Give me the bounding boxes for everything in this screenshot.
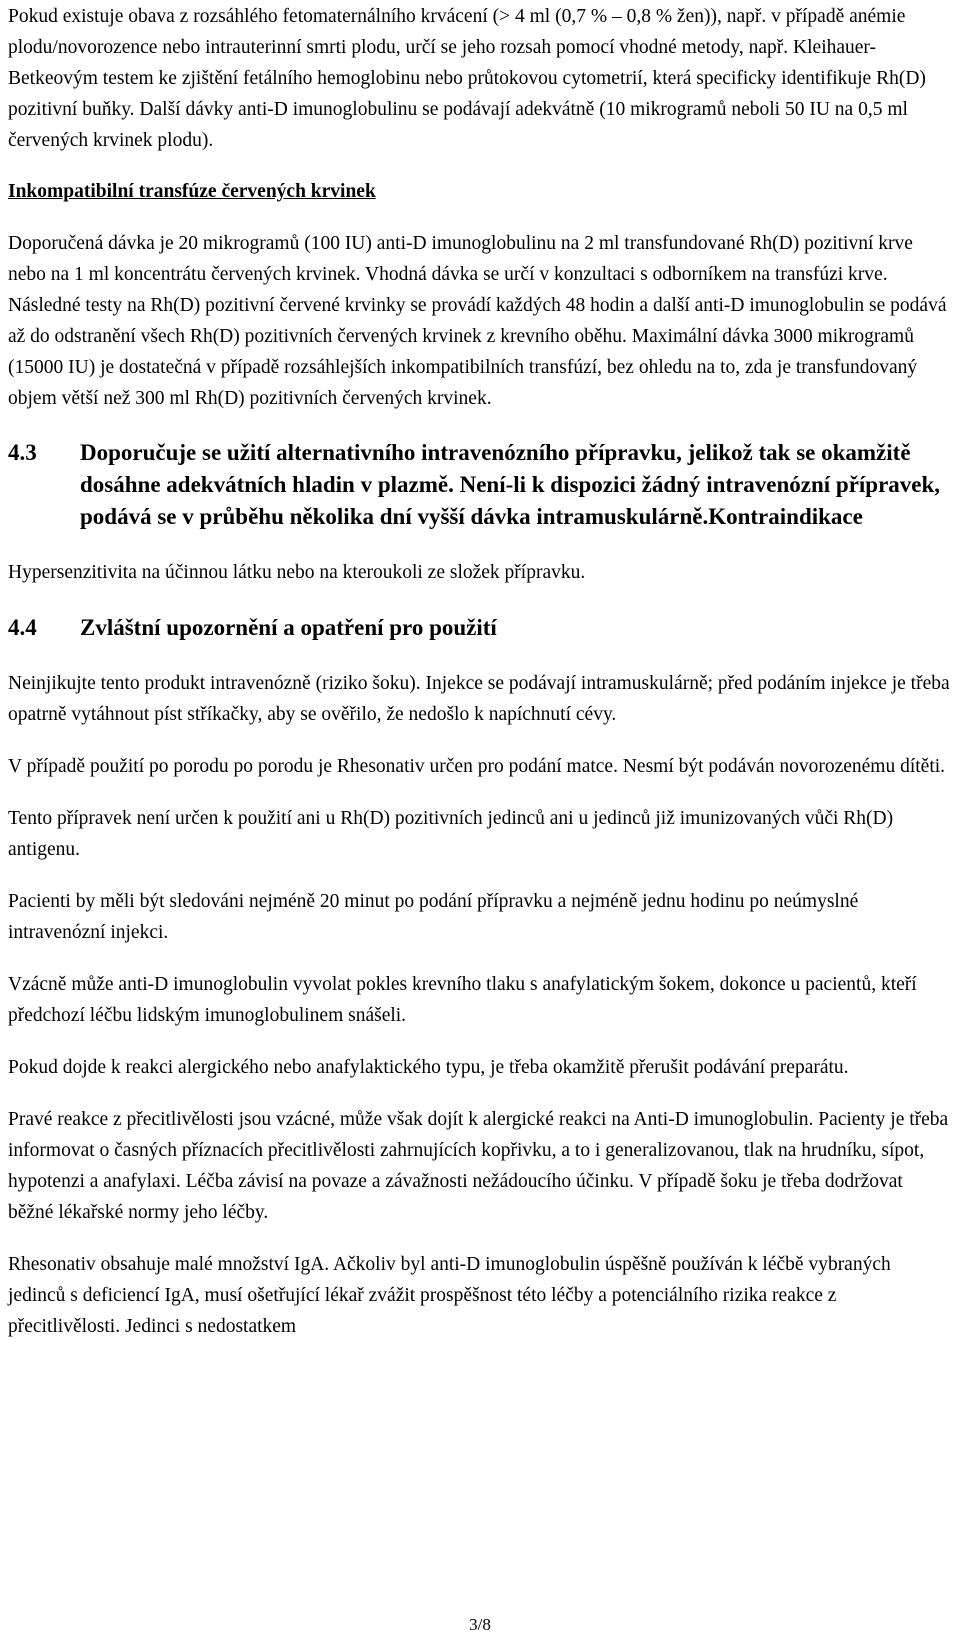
- section-number-4-3: 4.3: [8, 440, 37, 465]
- paragraph-warning-7: Pravé reakce z přecitlivělosti jsou vzácné, může však dojít k alergické reakci na Anti-D imunoglobulin. Pacienty je třeba informovat o časných příznacích přecitlivělosti zahrnujících kopřivku, a to i generalizovanou, tlak na hrudníku, sípot, hypotenzi a anafylaxi. Léčba závisí na povaze a závažnosti nežádoucího účinku. V případě šoku je třeba dodržovat běžné lékařské normy jeho léčby.: [8, 1109, 949, 1223]
- paragraph-warning-1: Neinjikujte tento produkt intravenózně (riziko šoku). Injekce se podávají intramuskulárně; před podáním injekce je třeba opatrně vytáhnout píst stříkačky, aby se ověřilo, že nedošlo k napíchnutí cévy.: [8, 673, 950, 725]
- paragraph-warning-6: Pokud dojde k reakci alergického nebo anafylaktického typu, je třeba okamžitě přerušit podávání preparátu.: [8, 1057, 849, 1078]
- paragraph-contraindications: Hypersenzitivita na účinnou látku nebo na kteroukoli ze složek přípravku.: [8, 562, 586, 583]
- paragraph-warning-3: Tento přípravek není určen k použití ani u Rh(D) pozitivních jedinců ani u jedinců již imunizovaných vůči Rh(D) antigenu.: [8, 808, 894, 860]
- subheading-incompatible-transfusion: Inkompatibilní transfúze červených krvinek: [8, 181, 376, 202]
- paragraph-warning-5: Vzácně může anti-D imunoglobulin vyvolat pokles krevního tlaku s anafylatickým šokem, dokonce u pacientů, kteří předchozí léčbu lidským imunoglobulinem snášeli.: [8, 974, 917, 1026]
- section-heading-4-3: [8, 437, 953, 533]
- page-number: 3/8: [469, 1615, 491, 1634]
- paragraph-fetomaternal-bleeding: Pokud existuje obava z rozsáhlého fetomaternálního krvácení (> 4 ml (0,7 % – 0,8 % žen)), např. v případě anémie plodu/novorozence nebo intrauterinní smrti plodu, určí se jeho rozsah pomocí vhodné metody, např. Kleihauer-Betkeovým testem ke zjištění fetálního hemoglobinu nebo průtokovou cytometrií, která specificky identifikuje Rh(D) pozitivní buňky. Další dávky anti-D imunoglobulinu se podávají adekvátně (10 mikrogramů neboli 50 IU na 0,5 ml červených krvinek plodu).: [8, 6, 926, 151]
- paragraph-warning-2: V případě použití po porodu po porodu je Rhesonativ určen pro podání matce. Nesmí být podáván novorozenému dítěti.: [8, 756, 946, 777]
- section-title-4-4: Zvláštní upozornění a opatření pro použití: [80, 615, 497, 640]
- section-title-4-3: Doporučuje se užití alternativního intravenózního přípravku, jelikož tak se okamžitě dosáhne adekvátních hladin v plazmě. Není-li k dispozici žádný intravenózní přípravek, podává se v průběhu několika dní vyšší dávka intramuskulárně.Kontraindikace: [80, 440, 941, 529]
- paragraph-transfusion-dose: Doporučená dávka je 20 mikrogramů (100 IU) anti-D imunoglobulinu na 2 ml transfundované Rh(D) pozitivní krve nebo na 1 ml koncentrátu červených krvinek. Vhodná dávka se určí v konzultaci s odborníkem na transfúzi krve. Následné testy na Rh(D) pozitivní červené krvinky se provádí každých 48 hodin a další anti-D imunoglobulin se podává až do odstranění všech Rh(D) pozitivních červených krvinek z krevního oběhu. Maximální dávka 3000 mikrogramů (15000 IU) je dostatečná v případě rozsáhlejších inkompatibilních transfúzí, bez ohledu na to, zda je transfundovaný objem větší než 300 ml Rh(D) pozitivních červených krvinek.: [8, 233, 947, 409]
- paragraph-warning-4: Pacienti by měli být sledováni nejméně 20 minut po podání přípravku a nejméně jednu hodinu po neúmyslné intravenózní injekci.: [8, 891, 859, 943]
- paragraph-warning-8: Rhesonativ obsahuje malé množství IgA. Ačkoliv byl anti-D imunoglobulin úspěšně používán k léčbě vybraných jedinců s deficiencí IgA, musí ošetřující lékař zvážit prospěšnost této léčby a potenciálního rizika reakce z přecitlivělosti. Jedinci s nedostatkem: [8, 1254, 891, 1337]
- document-page: [8, 1, 953, 1342]
- section-heading-4-4: [8, 612, 953, 644]
- section-number-4-4: 4.4: [8, 615, 37, 640]
